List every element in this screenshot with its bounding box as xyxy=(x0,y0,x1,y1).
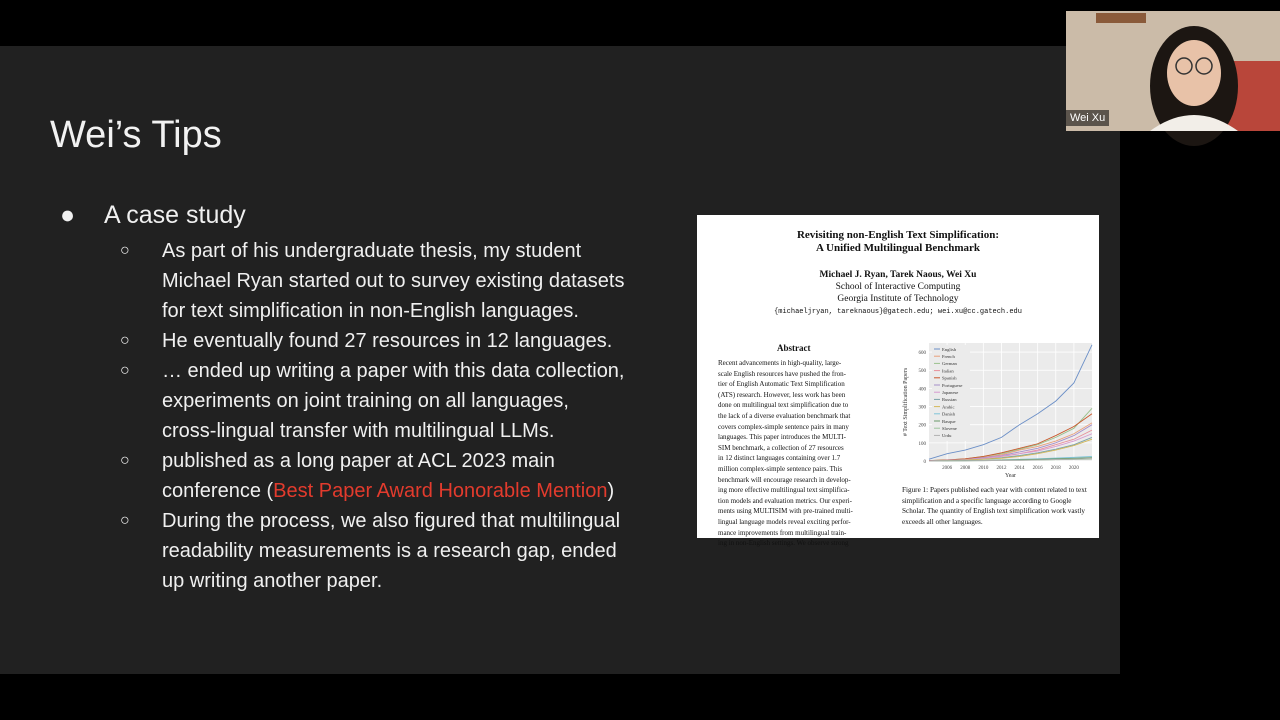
slide-title: Wei’s Tips xyxy=(50,114,222,156)
abstract-line: tion models and evaluation metrics. Our experi- xyxy=(718,496,852,505)
figure-chart xyxy=(897,335,1097,481)
legend-label: Spanish xyxy=(942,375,957,381)
sub-bullet-3-line: cross-lingual transfer with multilingual LLMs. xyxy=(162,420,555,442)
y-tick-label: 400 xyxy=(918,387,926,393)
abstract-line: the lack of a diverse evaluation benchmark that xyxy=(718,411,851,420)
sub-bullet-5 xyxy=(120,506,680,596)
sub-bullet-1-line: As part of his undergraduate thesis, my student xyxy=(162,240,582,262)
x-tick-label: 2018 xyxy=(1050,466,1061,471)
sub-bullet-4 xyxy=(120,446,680,506)
y-axis-label: # Text Simplification Papers xyxy=(903,367,909,437)
abstract-line: done on multilingual text simplification due to xyxy=(718,401,849,410)
y-tick-label: 0 xyxy=(923,460,926,465)
circle-bullet-icon: ○ xyxy=(120,452,130,469)
sub-bullet-2 xyxy=(120,326,680,356)
sub-bullet-3-line: experiments on joint training on all languages, xyxy=(162,390,569,412)
x-tick-label: 2012 xyxy=(996,466,1007,471)
legend-label: Basque xyxy=(942,418,956,424)
legend-label: English xyxy=(942,346,957,352)
legend-label: German xyxy=(942,361,957,367)
award-highlight: Best Paper Award Honorable Mention xyxy=(273,480,608,502)
abstract-line: languages. This paper introduces the MULTI- xyxy=(718,433,846,442)
bullet-dot-icon: ● xyxy=(60,201,76,229)
abstract-line: ments using MULTISIM with pre-trained multi- xyxy=(718,507,853,516)
paper-affiliation-2: Georgia Institute of Technology xyxy=(837,294,959,304)
y-tick-label: 300 xyxy=(918,405,926,411)
abstract-line: SIM benchmark, a collection of 27 resources xyxy=(718,443,844,452)
paper-title-line1: Revisiting non-English Text Simplification: xyxy=(796,229,999,241)
legend-label: Italian xyxy=(942,368,954,374)
legend-label: French xyxy=(942,354,955,359)
abstract-line: tier of English Automatic Text Simplification xyxy=(718,380,845,389)
legend-label: Portuguese xyxy=(942,382,963,388)
conference-text: conference ( xyxy=(162,480,274,502)
sub-bullet-1 xyxy=(120,236,680,326)
sub-bullet-3-line: … ended up writing a paper with this data collection, xyxy=(162,360,625,382)
circle-bullet-icon: ○ xyxy=(120,362,130,379)
abstract-line: ing in non-English settings. We observe strong xyxy=(718,539,849,548)
abstract-body xyxy=(718,358,874,549)
slide xyxy=(0,46,1120,674)
sub-bullet-5-line: readability measurements is a research gap, ended xyxy=(162,540,617,562)
x-tick-label: 2008 xyxy=(960,466,971,471)
paper-affiliation-1: School of Interactive Computing xyxy=(835,282,961,292)
figure-caption: Figure 1: Papers published each year with content related to text simplification and a specific language according to Google Scholar. The quantity of English text simplification work vastly exceeds all other languages. xyxy=(902,486,1087,526)
sub-bullet-5-line: During the process, we also figured that multilingual xyxy=(162,510,621,532)
top-bullet xyxy=(60,201,246,230)
sub-bullet-3 xyxy=(120,356,680,446)
y-tick-label: 100 xyxy=(918,441,926,447)
abstract-line: million complex-simple sentence pairs. This xyxy=(718,464,843,473)
sub-bullet-1-line: Michael Ryan started out to survey existing datasets xyxy=(162,270,625,292)
abstract-heading: Abstract xyxy=(777,343,811,353)
legend-label: Russian xyxy=(942,397,957,403)
sub-bullet-4-line xyxy=(162,476,680,506)
paper-title-line2: A Unified Multilingual Benchmark xyxy=(815,242,981,254)
paper-authors: Michael J. Ryan, Tarek Naous, Wei Xu xyxy=(819,270,977,280)
paper-screenshot xyxy=(697,215,1099,548)
legend-label: Arabic xyxy=(942,404,955,410)
sub-bullet-4-line: published as a long paper at ACL 2023 main xyxy=(162,450,555,472)
abstract-line: covers complex-simple sentence pairs in many xyxy=(718,422,849,431)
y-tick-label: 200 xyxy=(918,423,926,429)
legend-label: Slovene xyxy=(942,426,957,431)
x-tick-label: 2014 xyxy=(1014,466,1025,471)
y-tick-label: 500 xyxy=(918,369,926,375)
abstract-line: lingual language models reveal exciting perfor- xyxy=(718,517,851,526)
abstract-line: benchmark will encourage research in develop- xyxy=(718,475,851,484)
x-tick-label: 2020 xyxy=(1068,466,1079,471)
x-tick-label: 2016 xyxy=(1032,466,1043,471)
x-axis-label: Year xyxy=(1004,473,1017,479)
abstract-line: mance improvements from multilingual train- xyxy=(718,528,847,537)
abstract-line: (ATS) research. However, less work has been xyxy=(718,390,846,399)
sub-bullet-5-line: up writing another paper. xyxy=(162,570,383,592)
top-bullet-text: A case study xyxy=(104,201,246,229)
circle-bullet-icon: ○ xyxy=(120,242,130,259)
y-tick-label: 600 xyxy=(918,351,926,357)
x-tick-label: 2010 xyxy=(978,466,989,471)
x-tick-label: 2006 xyxy=(942,466,953,471)
close-paren: ) xyxy=(607,480,615,502)
legend-label: Danish xyxy=(942,411,956,417)
circle-bullet-icon: ○ xyxy=(120,512,130,529)
legend-label: Japanese xyxy=(942,390,959,395)
abstract-line: Recent advancements in high-quality, large- xyxy=(718,359,842,367)
abstract-line: ing more effective multilingual text simplifica- xyxy=(718,486,850,495)
legend-label: Urdu xyxy=(942,433,952,439)
abstract-line: scale English resources have pushed the fron- xyxy=(718,369,846,378)
sub-bullet-2-line: He eventually found 27 resources in 12 languages. xyxy=(162,330,613,352)
abstract-line: in 12 distinct languages containing over 1.7 xyxy=(718,454,841,463)
sub-bullet-1-line: for text simplification in non-English languages. xyxy=(162,300,579,322)
circle-bullet-icon: ○ xyxy=(120,332,130,349)
paper-emails: {michaeljryan, tareknaous}@gatech.edu; wei.xu@cc.gatech.edu xyxy=(774,308,1022,316)
participant-name-label: Wei Xu xyxy=(1066,110,1109,126)
